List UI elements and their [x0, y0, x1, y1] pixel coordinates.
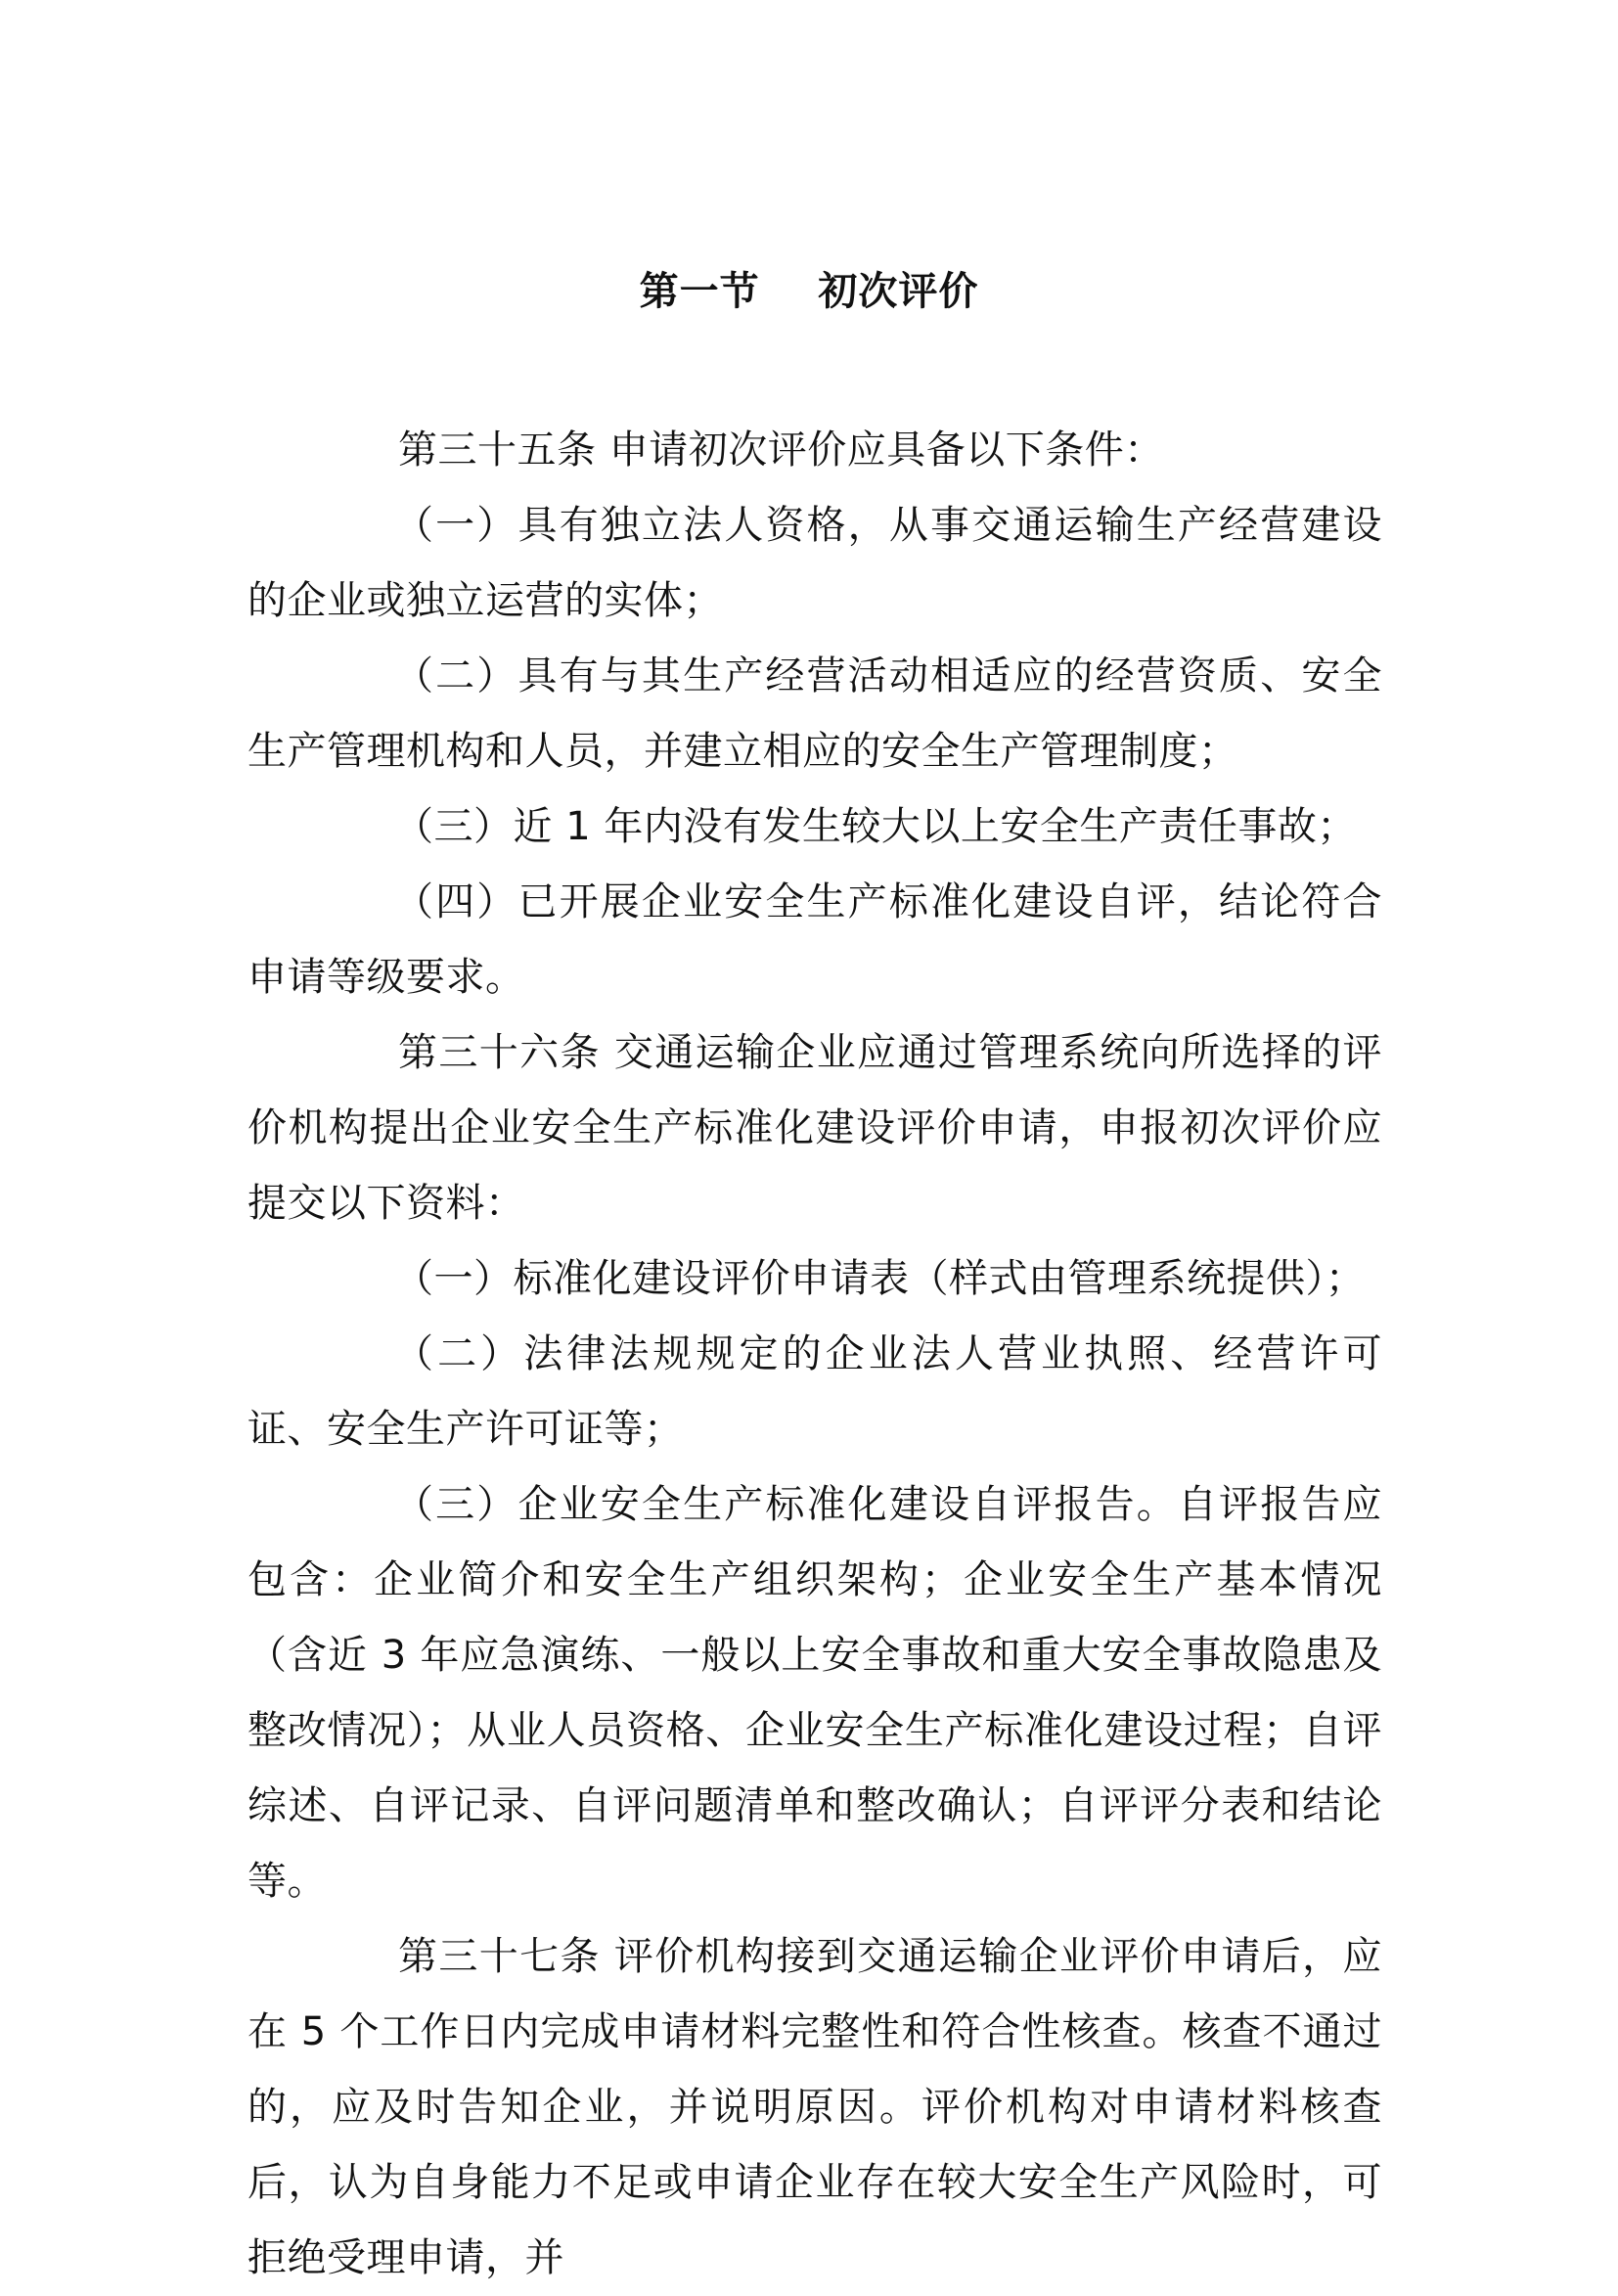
section-title: 第一节 初次评价 [639, 269, 979, 314]
article-35-item-2: （二）具有与其生产经营活动相适应的经营资质、安全生产管理机构和人员，并建立相应的安全生产管理制度； [247, 653, 1382, 774]
article-36-item-2: （二）法律法规规定的企业法人营业执照、经营许可证、安全生产许可证等； [247, 1331, 1382, 1452]
document-body [247, 413, 1382, 2296]
article-37-paragraph: 第三十七条 评价机构接到交通运输企业评价申请后，应在 5 个工作日内完成申请材料完整性和符合性核查。核查不通过的，应及时告知企业，并说明原因。评价机构对申请材料核查后，认为自身能力不足或申请企业存在较大安全生产风险时，可拒绝受理申请，并 [247, 1934, 1382, 2280]
article-35-item-3: （三）近 1 年内没有发生较大以上安全生产责任事故； [394, 804, 1357, 849]
article-35-item-4: （四）已开展企业安全生产标准化建设自评，结论符合申请等级要求。 [247, 879, 1382, 1000]
article-36-heading: 第三十六条 交通运输企业应通过管理系统向所选择的评价机构提出企业安全生产标准化建设评价申请，申报初次评价应提交以下资料： [247, 1030, 1382, 1226]
article-36-item-3: （三）企业安全生产标准化建设自评报告。自评报告应包含：企业简介和安全生产组织架构；企业安全生产基本情况（含近 3 年应急演练、一般以上安全事故和重大安全事故隐患及整改情况）；从业人员资格、企业安全生产标准化建设过程；自评综述、自评记录、自评问题清单和整改确认；自评评分表和结论等。 [247, 1482, 1382, 1904]
article-36-item-1: （一）标准化建设评价申请表（样式由管理系统提供）； [394, 1256, 1366, 1301]
article-35-item-1: （一）具有独立法人资格，从事交通运输生产经营建设的企业或独立运营的实体； [247, 503, 1382, 623]
article-35-heading: 第三十五条 申请初次评价应具备以下条件： [398, 428, 1164, 473]
